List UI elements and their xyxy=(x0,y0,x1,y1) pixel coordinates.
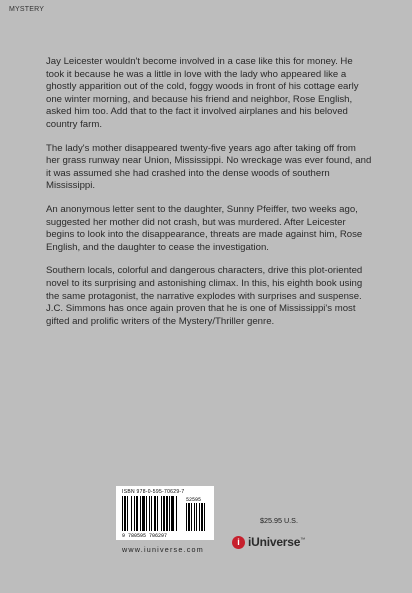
barcode-bar xyxy=(154,496,156,531)
isbn-barcode xyxy=(116,486,214,540)
barcode-addon-bar xyxy=(188,503,190,531)
barcode-bar xyxy=(176,496,177,531)
publisher-website: www.iuniverse.com xyxy=(122,545,204,554)
barcode-bar xyxy=(151,496,152,531)
barcode-price-code: 52595 xyxy=(186,497,202,503)
back-cover-blurb xyxy=(46,56,372,339)
barcode-addon-bar xyxy=(201,503,203,531)
barcode-bar xyxy=(146,496,147,531)
blurb-paragraph-3: An anonymous letter sent to the daughter, Sunny Pfeiffer, two weeks ago, suggested her mother did not crash, but was murdered. After Leicester begins to look into the disappearance, threats are made against him, Rose English, and the daughter to cease the investigation. xyxy=(46,203,363,253)
barcode-bar xyxy=(142,496,145,531)
barcode-digits: 9 780595 706297 xyxy=(122,533,168,538)
genre-label: MYSTERY xyxy=(9,6,45,13)
barcode-bar xyxy=(149,496,150,531)
barcode-addon-bar xyxy=(199,503,200,531)
blurb-paragraph-2: The lady's mother disappeared twenty-five years ago after taking off from her grass runway near Union, Mississippi. No wreckage was ever found, and it was assumed she had crashed into the dense woods of southern Mississippi. xyxy=(46,142,372,192)
barcode-bar xyxy=(127,496,128,531)
iuniverse-logo-text: iUniverse™ xyxy=(248,535,306,549)
barcode-addon-bar xyxy=(191,503,192,531)
barcode-addon-bar xyxy=(194,503,195,531)
barcode-image xyxy=(120,496,210,538)
barcode-bar xyxy=(131,496,132,531)
barcode-bar xyxy=(171,496,174,531)
iuniverse-logo-icon: i xyxy=(232,536,245,549)
barcode-addon-bar xyxy=(186,503,187,531)
barcode-addon-bar xyxy=(196,503,197,531)
barcode-bar xyxy=(166,496,168,531)
barcode-bar xyxy=(161,496,162,531)
iuniverse-logo xyxy=(232,535,305,549)
barcode-bar xyxy=(136,496,138,531)
barcode-bar xyxy=(122,496,123,531)
barcode-bar xyxy=(140,496,141,531)
blurb-paragraph-4: Southern locals, colorful and dangerous characters, drive this plot-oriented novel to its surprising and astonishing climax. In this, his eighth book using the same protagonist, the narrative explodes with surprises and suspense. J.C. Simmons has once again proven that he is one of Mississippi's most gifted and prolific writers of the Mystery/Thriller genre. xyxy=(46,265,363,327)
isbn-label: ISBN 978-0-595-70629-7 xyxy=(122,489,185,495)
barcode-bar xyxy=(157,496,158,531)
barcode-bar xyxy=(169,496,170,531)
barcode-bar xyxy=(134,496,135,531)
price-label: $25.95 U.S. xyxy=(260,516,298,525)
barcode-addon-bar xyxy=(204,503,205,531)
blurb-paragraph-1: Jay Leicester wouldn't become involved in a case like this for money. He took it because he was a little in love with the lady who appeared like a ghostly apparition out of the cold, foggy woods in front of his cottage early one winter morning, and because his friend and neighbor, Rose English, asked him too. Add that to the fact it involved airplanes and his beloved country farm. xyxy=(46,56,359,130)
barcode-bar xyxy=(124,496,126,531)
barcode-bar xyxy=(163,496,165,531)
